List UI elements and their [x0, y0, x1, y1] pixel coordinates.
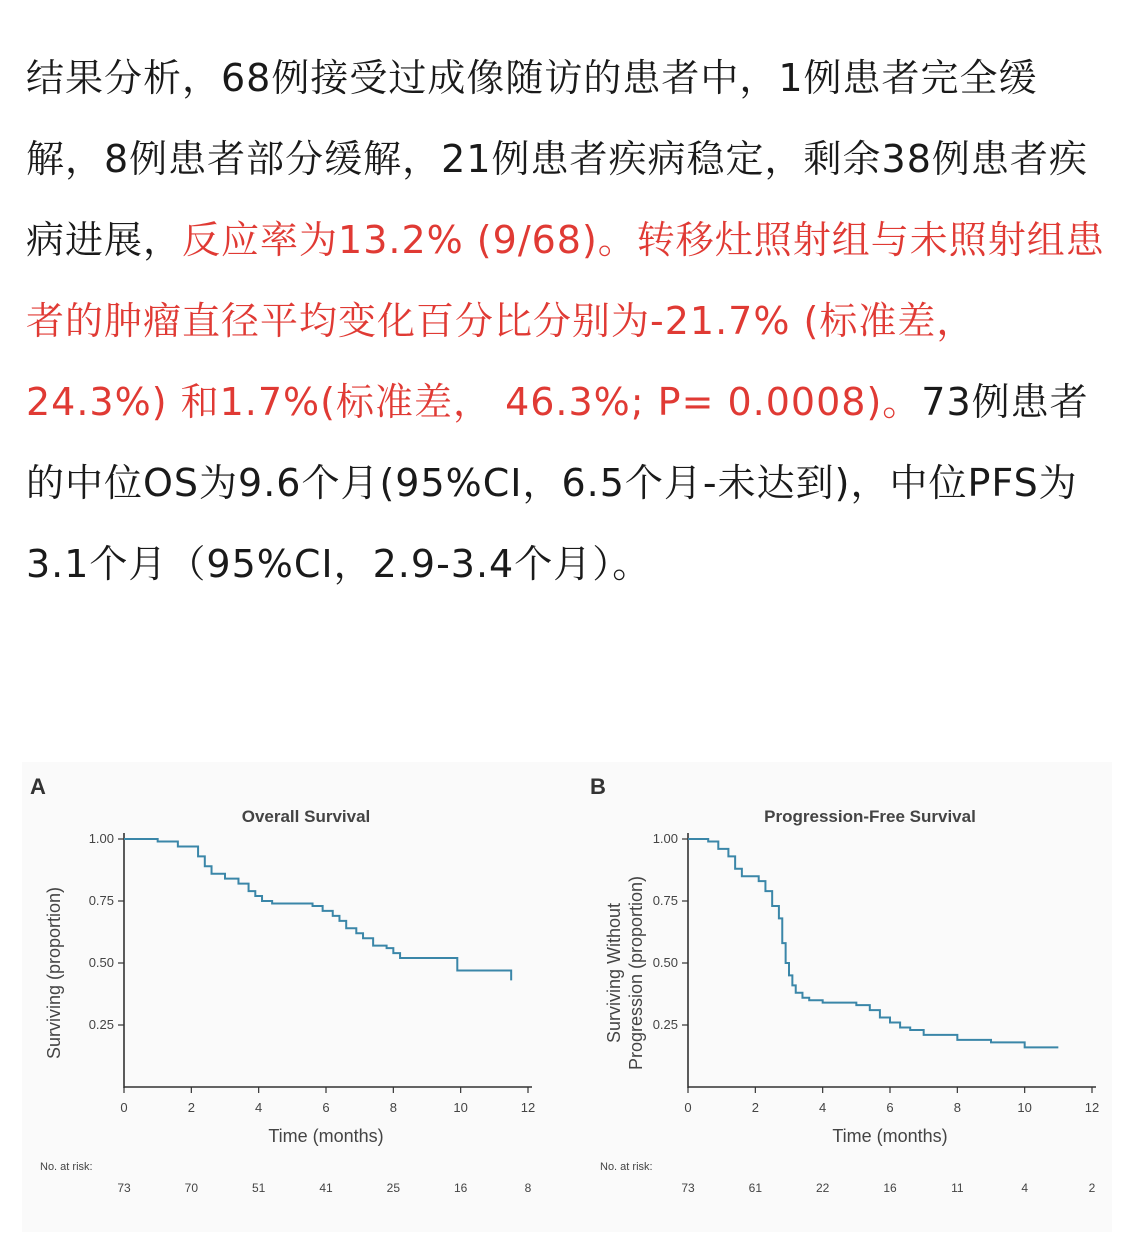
x-axis-label-b: Time (months)	[832, 1126, 948, 1146]
risk-count-b: 4	[1021, 1181, 1029, 1195]
x-tick-label-b: 6	[886, 1100, 894, 1115]
risk-count-b: 73	[681, 1181, 695, 1195]
risk-count-a: 8	[524, 1181, 532, 1195]
survival-curve-b	[688, 839, 1058, 1047]
risk-count-b: 22	[815, 1181, 830, 1195]
x-tick-label-a: 6	[322, 1100, 330, 1115]
x-tick-label-a: 4	[255, 1100, 263, 1115]
survival-curve-a	[124, 839, 511, 980]
panel-letter-b: B	[590, 774, 606, 799]
y-axis-label-b: Progression (proportion)	[626, 875, 646, 1071]
x-tick-label-b: 4	[819, 1100, 827, 1115]
risk-count-a: 70	[184, 1181, 199, 1195]
risk-table-label-b: No. at risk:	[600, 1161, 653, 1173]
x-tick-label-a: 2	[187, 1100, 195, 1115]
y-axis-label-a: Surviving (proportion)	[44, 886, 64, 1060]
paragraph-highlight: 反应率为13.2% (9/68)。转移灶照射组与未照射组患者的肿瘤直径平均变化百分比分别为-21.7% (标准差，24.3%) 和1.7%(标准差， 46.3%; P= 0.0008)。	[26, 218, 1105, 424]
y-tick-label-b: 0.75	[652, 893, 678, 908]
risk-count-b: 2	[1088, 1181, 1096, 1195]
x-tick-label-a: 8	[389, 1100, 397, 1115]
y-tick-label-b: 0.50	[652, 955, 678, 970]
risk-count-b: 61	[748, 1181, 763, 1195]
paragraph-intro: 结果分析，68例接受过成像随访的患者中，1例患者完全缓解，8例患者部分缓解，21例患者疾病稳定，剩余38例患者疾病进展，	[26, 56, 1088, 262]
risk-count-b: 11	[951, 1181, 964, 1195]
survival-figure	[22, 762, 1112, 1232]
risk-count-a: 25	[386, 1181, 401, 1195]
x-tick-label-a: 0	[120, 1100, 128, 1115]
x-tick-label-b: 0	[684, 1100, 692, 1115]
risk-table-label-a: No. at risk:	[40, 1161, 93, 1173]
x-tick-label-b: 2	[751, 1100, 759, 1115]
y-tick-label-a: 0.25	[88, 1017, 114, 1032]
survival-charts-svg	[22, 762, 1112, 1232]
y-tick-label-a: 0.75	[88, 893, 114, 908]
risk-count-a: 41	[319, 1181, 333, 1195]
risk-count-a: 16	[453, 1181, 468, 1195]
risk-count-b: 16	[883, 1181, 897, 1195]
chart-title-a: Overall Survival	[241, 807, 371, 826]
chart-title-b: Progression-Free Survival	[764, 807, 976, 826]
y-tick-label-a: 1.00	[88, 831, 114, 846]
x-tick-label-b: 12	[1084, 1100, 1100, 1115]
article-text	[26, 38, 1110, 605]
y-axis-label-b: Surviving Without	[604, 902, 624, 1044]
x-tick-label-a: 12	[520, 1100, 536, 1115]
paragraph-outcome: 73例患者的中位OS为9.6个月(95%CI，6.5个月-未达到)，中位PFS为3.1个月（95%CI，2.9-3.4个月）。	[26, 380, 1089, 586]
x-tick-label-b: 10	[1017, 1100, 1032, 1115]
y-tick-label-a: 0.50	[88, 955, 114, 970]
x-axis-label-a: Time (months)	[268, 1126, 384, 1146]
risk-count-a: 73	[117, 1181, 131, 1195]
y-tick-label-b: 1.00	[652, 831, 678, 846]
panel-letter-a: A	[30, 774, 46, 799]
x-tick-label-b: 8	[953, 1100, 961, 1115]
x-tick-label-a: 10	[453, 1100, 468, 1115]
risk-count-a: 51	[251, 1181, 266, 1195]
y-tick-label-b: 0.25	[652, 1017, 678, 1032]
